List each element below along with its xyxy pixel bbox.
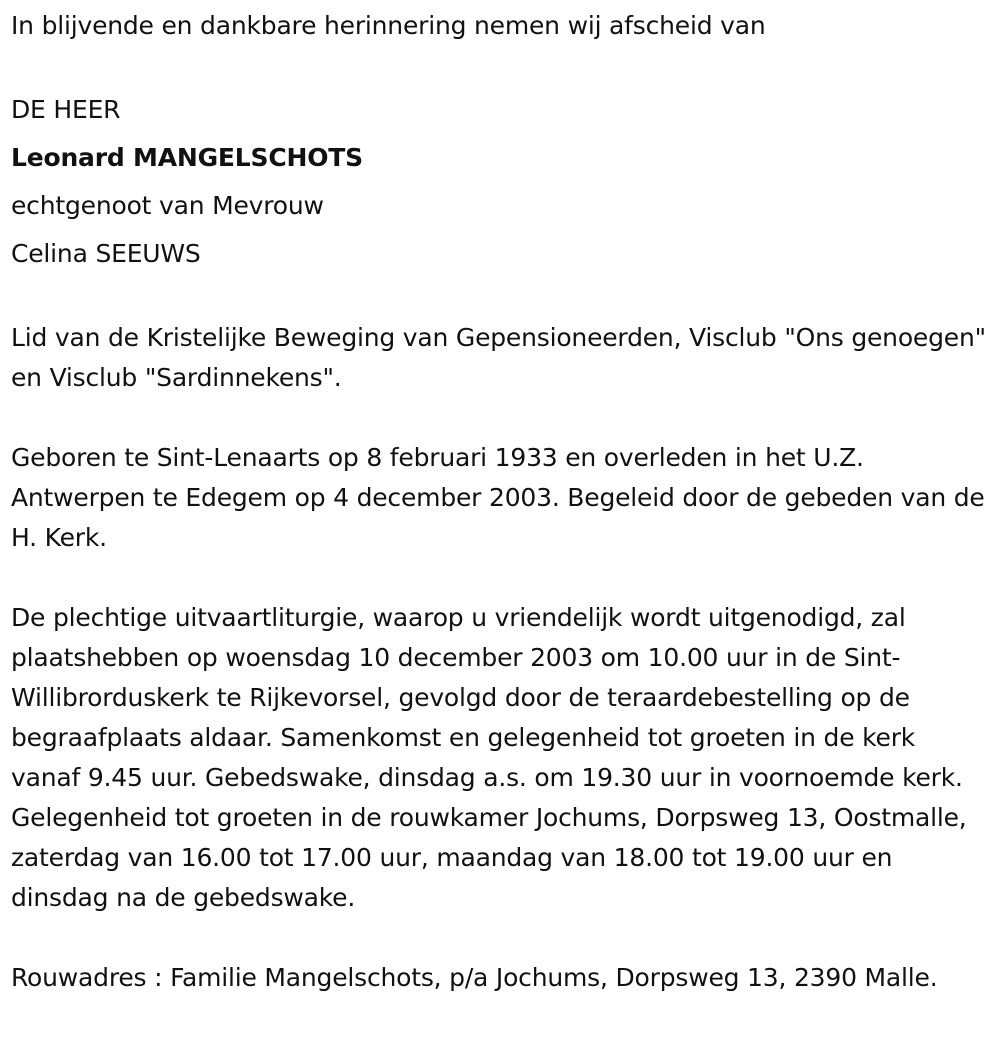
- spacer: [11, 398, 991, 438]
- spacer: [11, 918, 991, 958]
- spacer: [11, 46, 991, 86]
- relation-text: echtgenoot van Mevrouw: [11, 191, 324, 220]
- spouse-name: Celina SEEUWS: [11, 239, 201, 268]
- deceased-block: [11, 86, 991, 278]
- funeral-paragraph: De plechtige uitvaartliturgie, waarop u vriendelijk wordt uitgenodigd, zal plaatshebben op woensdag 10 december 2003 om 10.00 uur in de Sint-Willibrorduskerk te Rijkevorsel, gevolgd door de teraardebestelling op de begraafplaats aldaar. Samenkomst en gelegenheid tot groeten in de kerk vanaf 9.45 uur. Gebedswake, dinsdag a.s. om 19.30 uur in voornoemde kerk. Gelegenheid tot groeten in de rouwkamer Jochums, Dorpsweg 13, Oostmalle, zaterdag van 16.00 tot 17.00 uur, maandag van 18.00 tot 19.00 uur en dinsdag na de gebedswake.: [11, 603, 967, 912]
- birth-death-paragraph: Geboren te Sint-Lenaarts op 8 februari 1933 en overleden in het U.Z. Antwerpen te Edegem op 4 december 2003. Begeleid door de gebeden van de H. Kerk.: [11, 443, 985, 552]
- spacer: [11, 558, 991, 598]
- intro-text: In blijvende en dankbare herinnering nemen wij afscheid van: [11, 11, 766, 40]
- memberships-paragraph: Lid van de Kristelijke Beweging van Gepensioneerden, Visclub "Ons genoegen" en Visclub "Sardinnekens".: [11, 323, 986, 392]
- obituary-document: [11, 6, 991, 998]
- mourning-address: Rouwadres : Familie Mangelschots, p/a Jochums, Dorpsweg 13, 2390 Malle.: [11, 963, 938, 992]
- deceased-name: Leonard MANGELSCHOTS: [11, 143, 363, 172]
- honorific: DE HEER: [11, 95, 121, 124]
- spacer: [11, 278, 991, 318]
